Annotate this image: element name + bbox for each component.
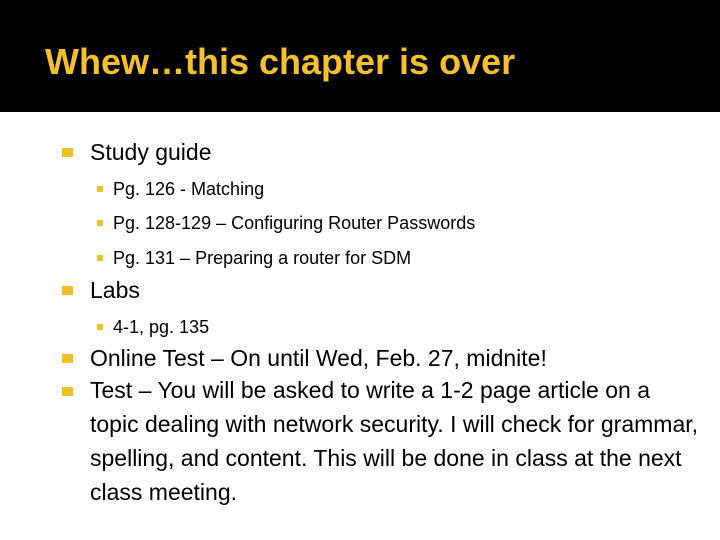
bullet-item-study-guide: Study guide	[90, 139, 212, 165]
sub-bullet-icon	[97, 255, 103, 261]
sub-bullet-icon	[97, 186, 103, 192]
bullet-icon	[62, 387, 73, 396]
sub-item-matching: Pg. 126 - Matching	[113, 179, 265, 199]
bullet-icon	[62, 354, 73, 363]
bullet-item-test: Test – You will be asked to write a 1-2 page article on a topic dealing with network security. I will check for grammar, spelling, and content. This will be done in class at the next class meeting.	[90, 377, 699, 505]
sub-bullet-icon	[97, 324, 103, 330]
sub-item-router-passwords: Pg. 128-129 – Configuring Router Passwords	[113, 213, 476, 233]
sub-item-sdm: Pg. 131 – Preparing a router for SDM	[113, 248, 412, 268]
bullet-icon	[62, 148, 73, 157]
bullet-item-online-test: Online Test – On until Wed, Feb. 27, midnite!	[90, 345, 547, 371]
sub-bullet-icon	[97, 220, 103, 226]
bullet-icon	[62, 286, 73, 295]
slide-title: Whew…this chapter is over	[45, 41, 516, 82]
bullet-item-labs: Labs	[90, 277, 140, 303]
sub-item-lab-4-1: 4-1, pg. 135	[113, 317, 210, 337]
